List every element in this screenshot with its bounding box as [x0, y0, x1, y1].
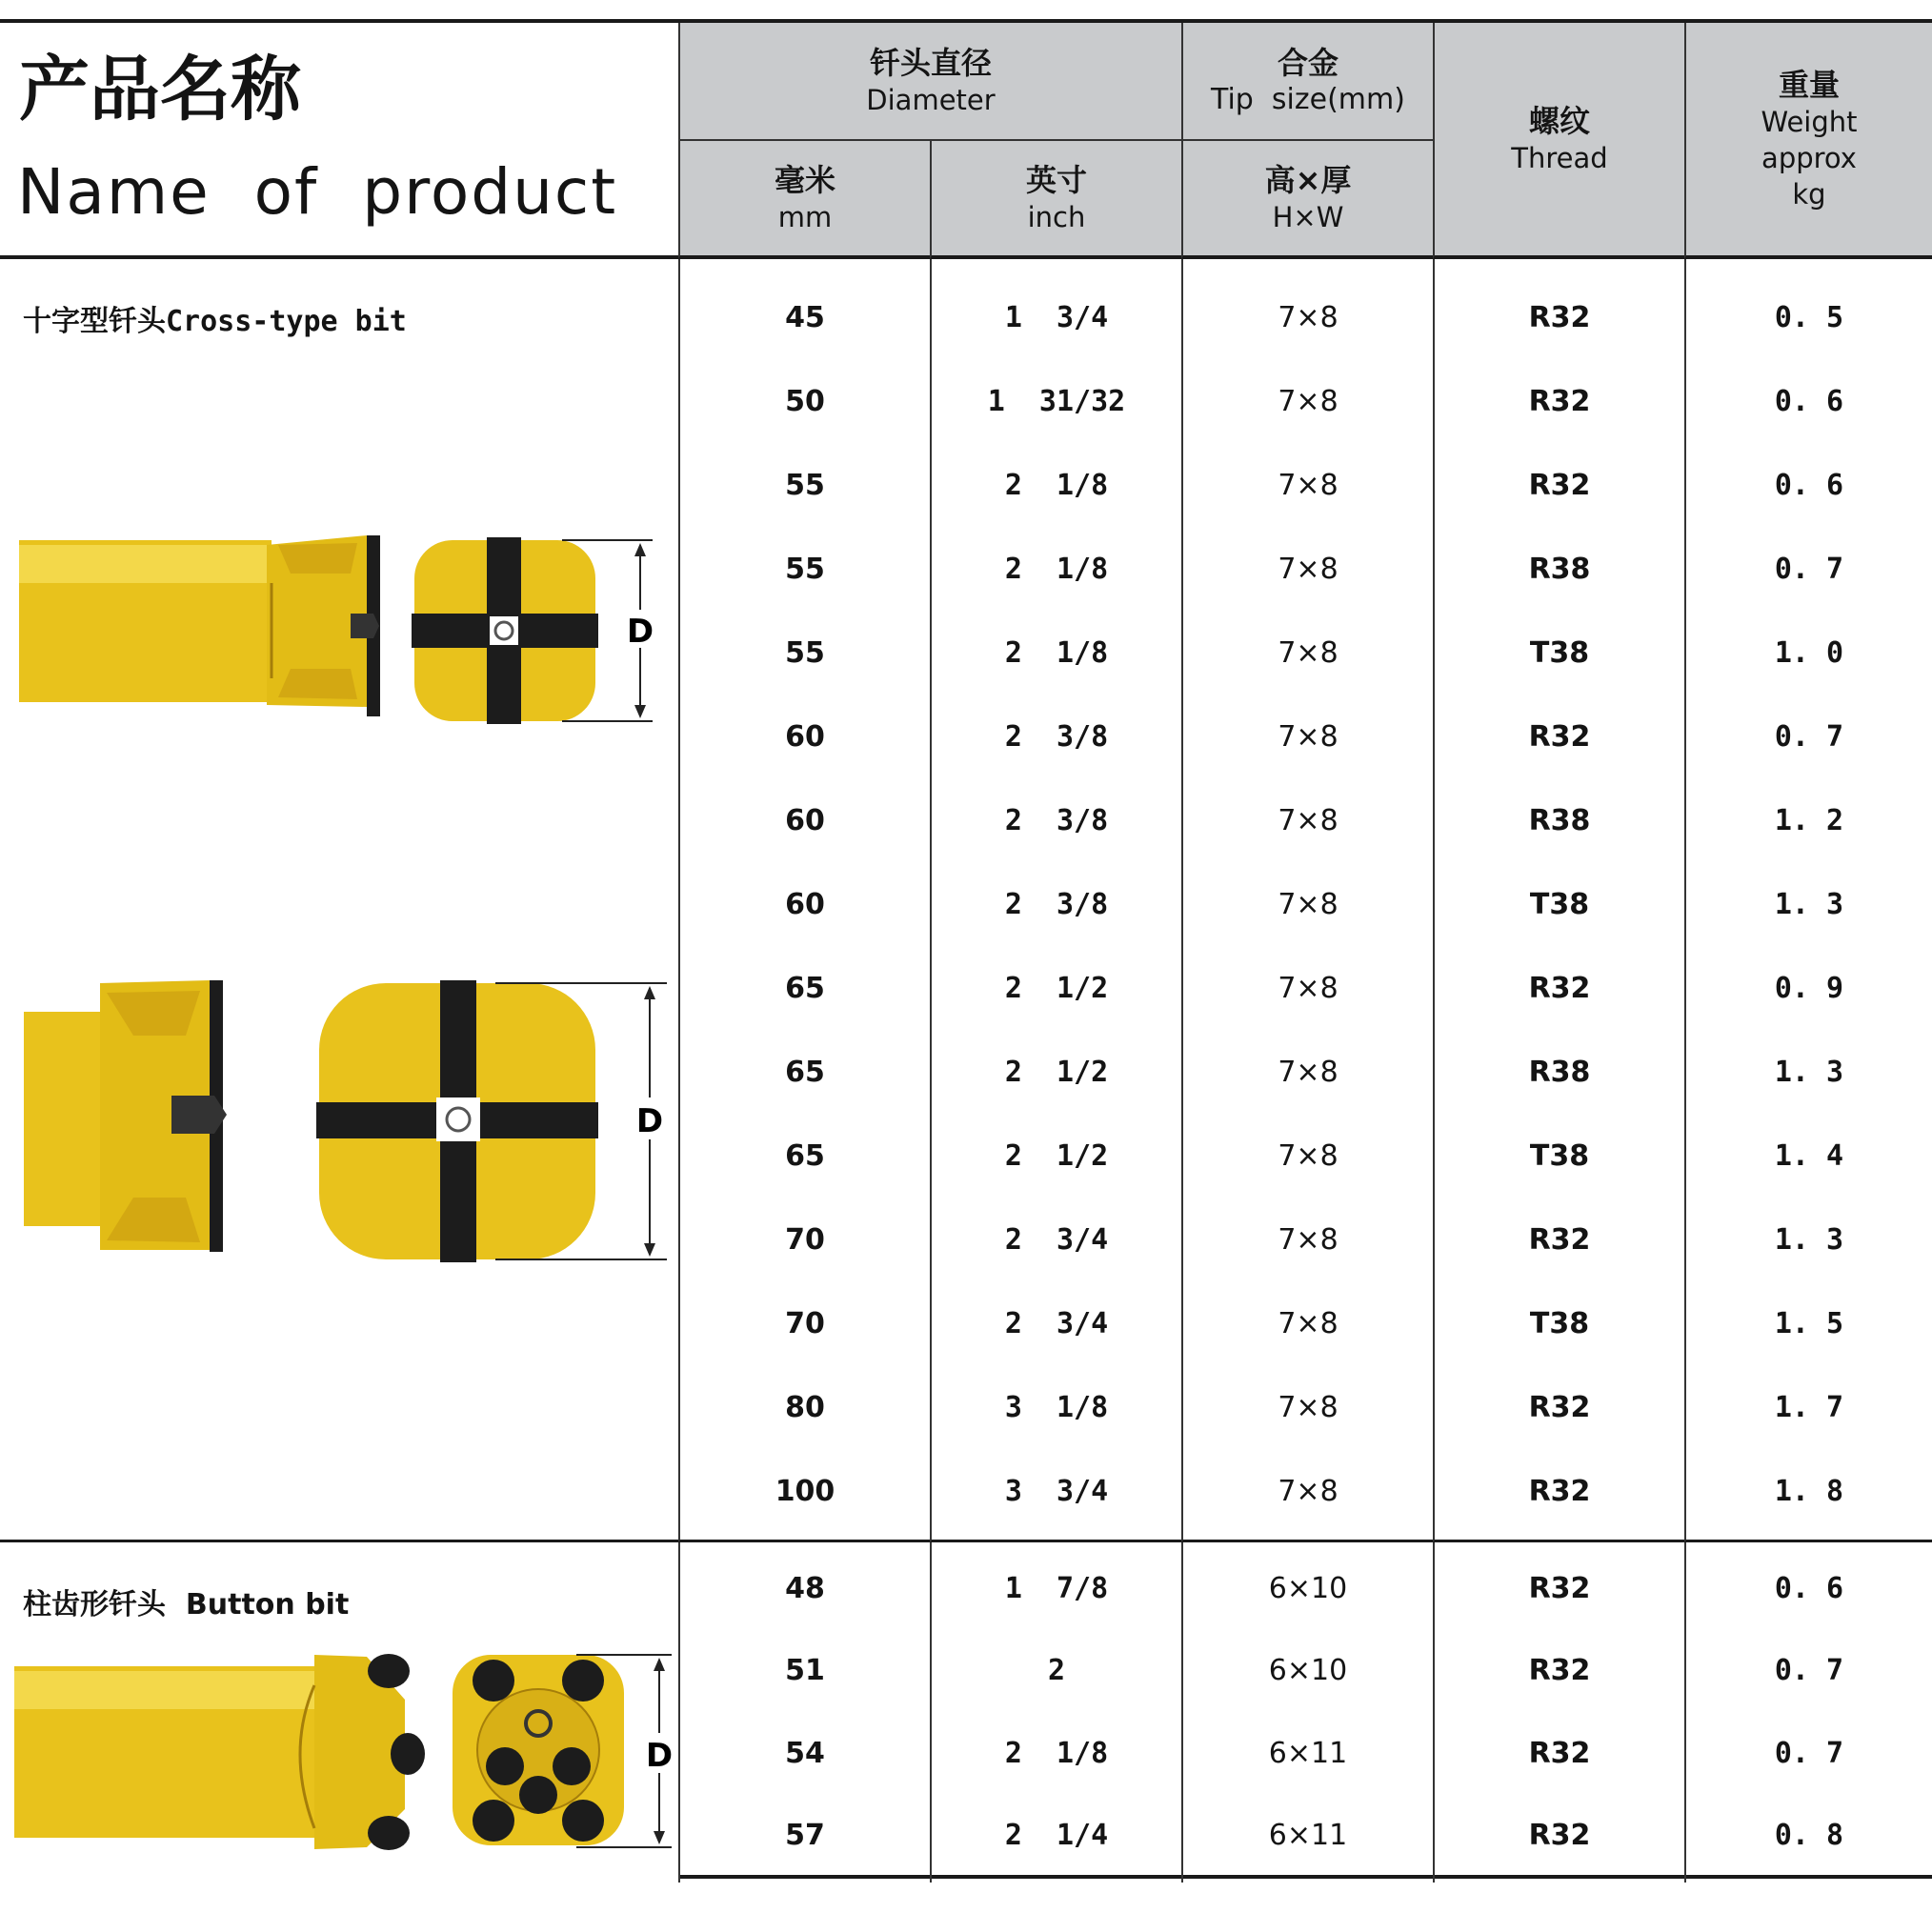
cell-weight: 0. 8	[1774, 1818, 1844, 1852]
cross-bit-end-view-icon	[412, 537, 654, 724]
cell-inch: 2 1/4	[1004, 1818, 1109, 1852]
cell-mm: 55	[785, 636, 825, 670]
cross-weight-column	[1684, 259, 1932, 1542]
cell-weight: 1. 5	[1774, 1307, 1844, 1340]
cell-tip: 7×8	[1278, 636, 1338, 670]
cell-thread: R32	[1528, 972, 1591, 1005]
inch-header-en: inch	[1027, 201, 1086, 233]
cell-thread: R38	[1528, 1056, 1591, 1089]
cell-inch: 2	[1047, 1654, 1066, 1688]
cell-thread: R32	[1528, 469, 1591, 502]
hw-header	[1181, 141, 1433, 259]
hw-header-zh: 高×厚	[1264, 162, 1352, 198]
cell-weight: 0. 6	[1774, 1572, 1844, 1606]
diameter-header	[678, 23, 1181, 141]
cell-tip: 7×8	[1278, 804, 1338, 837]
cell-mm: 51	[785, 1654, 825, 1688]
cell-weight: 0. 7	[1774, 720, 1844, 754]
cell-thread: R38	[1528, 553, 1591, 586]
tip-header-en: Tip size(mm)	[1211, 83, 1405, 116]
button-bit-section	[0, 1542, 678, 1883]
cell-weight: 1. 3	[1774, 1056, 1844, 1089]
cell-inch: 3 3/4	[1004, 1475, 1109, 1508]
cell-tip: 6×10	[1268, 1572, 1348, 1606]
cell-thread: R32	[1528, 1654, 1591, 1688]
cell-tip: 7×8	[1278, 1139, 1338, 1173]
cross-bit-side-view-large-icon	[24, 980, 227, 1252]
button-bit-side-view-icon	[14, 1654, 425, 1850]
cell-tip: 7×8	[1278, 1307, 1338, 1340]
cell-thread: R32	[1528, 1818, 1591, 1852]
weight-header	[1684, 23, 1932, 259]
cell-mm: 55	[785, 553, 825, 586]
cell-inch: 1 7/8	[1004, 1572, 1109, 1606]
cell-mm: 60	[785, 888, 825, 921]
cell-inch: 2 1/8	[1004, 1736, 1109, 1770]
cell-tip: 7×8	[1278, 553, 1338, 586]
cell-mm: 60	[785, 720, 825, 754]
cell-tip: 7×8	[1278, 469, 1338, 502]
cell-inch: 2 1/8	[1004, 469, 1109, 502]
cell-thread: R38	[1528, 804, 1591, 837]
cell-weight: 1. 7	[1774, 1391, 1844, 1424]
cell-thread: T38	[1529, 636, 1590, 670]
cell-inch: 3 1/8	[1004, 1391, 1109, 1424]
button-thread-column	[1433, 1542, 1684, 1883]
cell-mm: 70	[785, 1223, 825, 1257]
cell-weight: 1. 3	[1774, 1223, 1844, 1257]
thread-header-en: Thread	[1511, 142, 1608, 174]
button-inch-column	[930, 1542, 1181, 1883]
cell-inch: 1 3/4	[1004, 301, 1109, 334]
cross-tip-column	[1181, 259, 1433, 1542]
cell-mm: 60	[785, 804, 825, 837]
cell-mm: 50	[785, 385, 825, 418]
cell-tip: 7×8	[1278, 1056, 1338, 1089]
cross-bit-illustrations	[0, 259, 678, 1542]
button-weight-column	[1684, 1542, 1932, 1883]
cell-mm: 65	[785, 1139, 825, 1173]
weight-header-unit: kg	[1792, 178, 1826, 211]
cell-thread: R32	[1528, 1572, 1591, 1606]
cell-tip: 7×8	[1278, 301, 1338, 334]
cell-mm: 57	[785, 1818, 825, 1852]
cell-mm: 54	[785, 1736, 825, 1770]
button-bit-illustrations	[0, 1542, 678, 1883]
cell-tip: 7×8	[1278, 888, 1338, 921]
cell-thread: R32	[1528, 1223, 1591, 1257]
name-header-en: Name of product	[17, 155, 618, 229]
name-header-zh: 产品名称	[19, 49, 301, 131]
cell-inch: 2 3/8	[1004, 888, 1109, 921]
cross-type-bit-label: 十字型钎头Cross-type bit	[23, 305, 407, 338]
cell-weight: 1. 0	[1774, 636, 1844, 670]
cell-inch: 2 3/8	[1004, 720, 1109, 754]
cell-weight: 0. 7	[1774, 1736, 1844, 1770]
cell-thread: R32	[1528, 1391, 1591, 1424]
cross-mm-column	[678, 259, 930, 1542]
tip-header-zh: 合金	[1277, 45, 1338, 81]
cell-weight: 0. 5	[1774, 301, 1844, 334]
cross-bit-dimension-label-1: D	[626, 613, 654, 651]
button-bit-end-view-icon	[453, 1655, 674, 1847]
cell-thread: R32	[1528, 1475, 1591, 1508]
cell-mm: 80	[785, 1391, 825, 1424]
cell-thread: T38	[1529, 1307, 1590, 1340]
weight-header-zh: 重量	[1778, 67, 1840, 103]
button-bit-dimension-label: D	[645, 1737, 674, 1775]
cell-tip: 7×8	[1278, 385, 1338, 418]
cell-weight: 0. 9	[1774, 972, 1844, 1005]
cell-thread: T38	[1529, 1139, 1590, 1173]
cell-mm: 55	[785, 469, 825, 502]
cross-inch-column	[930, 259, 1181, 1542]
cell-weight: 1. 8	[1774, 1475, 1844, 1508]
cell-mm: 48	[785, 1572, 825, 1606]
button-tip-column	[1181, 1542, 1433, 1883]
cell-tip: 6×11	[1268, 1736, 1348, 1770]
cell-thread: R32	[1528, 385, 1591, 418]
cell-mm: 45	[785, 301, 825, 334]
cell-inch: 2 1/8	[1004, 553, 1109, 586]
inch-header	[930, 141, 1181, 259]
cell-tip: 7×8	[1278, 720, 1338, 754]
cell-inch: 1 31/32	[987, 385, 1126, 418]
cell-inch: 2 3/4	[1004, 1307, 1109, 1340]
cell-thread: T38	[1529, 888, 1590, 921]
cell-tip: 6×11	[1268, 1818, 1348, 1852]
spec-table	[0, 19, 1932, 1879]
cell-inch: 2 1/8	[1004, 636, 1109, 670]
cell-thread: R32	[1528, 1736, 1591, 1770]
mm-header-en: mm	[777, 201, 833, 233]
cell-mm: 65	[785, 1056, 825, 1089]
cell-inch: 2 1/2	[1004, 972, 1109, 1005]
inch-header-zh: 英寸	[1025, 162, 1087, 198]
hw-header-en: H×W	[1272, 201, 1344, 233]
name-of-product-header	[0, 23, 678, 259]
cell-tip: 7×8	[1278, 1223, 1338, 1257]
diameter-header-en: Diameter	[866, 84, 996, 116]
thread-header-zh: 螺纹	[1528, 103, 1590, 139]
cell-mm: 100	[775, 1475, 835, 1508]
thread-header	[1433, 23, 1684, 259]
cell-thread: R32	[1528, 720, 1591, 754]
button-bit-label: 柱齿形钎头 Button bit	[23, 1588, 350, 1621]
mm-header-zh: 毫米	[774, 162, 835, 198]
cross-bit-end-view-large-icon	[316, 980, 667, 1262]
cell-tip: 7×8	[1278, 972, 1338, 1005]
cell-weight: 0. 7	[1774, 553, 1844, 586]
cell-weight: 0. 6	[1774, 385, 1844, 418]
cell-tip: 7×8	[1278, 1391, 1338, 1424]
cell-mm: 65	[785, 972, 825, 1005]
cell-inch: 2 3/8	[1004, 804, 1109, 837]
cell-tip: 6×10	[1268, 1654, 1348, 1688]
mm-header	[678, 141, 930, 259]
tip-size-header	[1181, 23, 1433, 141]
cell-inch: 2 1/2	[1004, 1056, 1109, 1089]
diameter-header-zh: 钎头直径	[869, 45, 992, 81]
cell-weight: 0. 6	[1774, 469, 1844, 502]
cell-thread: R32	[1528, 301, 1591, 334]
weight-header-en: Weight	[1761, 106, 1858, 138]
cell-inch: 2 3/4	[1004, 1223, 1109, 1257]
cell-inch: 2 1/2	[1004, 1139, 1109, 1173]
cell-mm: 70	[785, 1307, 825, 1340]
cell-weight: 1. 3	[1774, 888, 1844, 921]
cell-weight: 1. 2	[1774, 804, 1844, 837]
button-mm-column	[678, 1542, 930, 1883]
cell-weight: 0. 7	[1774, 1654, 1844, 1688]
cell-weight: 1. 4	[1774, 1139, 1844, 1173]
weight-header-approx: approx	[1761, 142, 1857, 174]
cross-bit-dimension-label-2: D	[635, 1102, 664, 1140]
cell-tip: 7×8	[1278, 1475, 1338, 1508]
cross-bit-side-view-icon	[19, 535, 380, 716]
cross-thread-column	[1433, 259, 1684, 1542]
cross-type-bit-section	[0, 259, 678, 1542]
